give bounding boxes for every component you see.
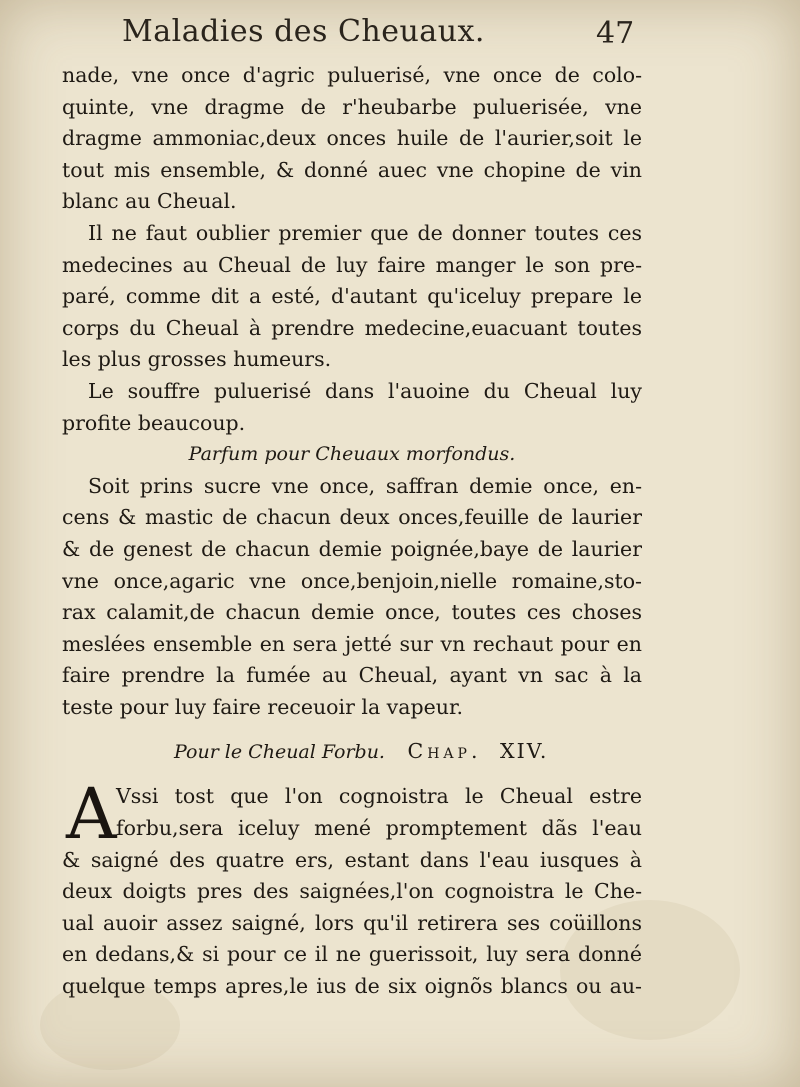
text-line: dragme ammoniac,deux onces huile de l'aurier,soit le: [62, 126, 642, 151]
text-line: ual auoir assez saigné, lors qu'il retirera ses coüillons: [62, 910, 642, 935]
chapter-title: Pour le Cheual Forbu.: [174, 741, 385, 764]
drop-cap: A: [66, 773, 117, 856]
paragraph-sulfur: [62, 376, 642, 439]
text-line: Il ne faut oublier premier que de donner toutes ces: [88, 220, 642, 245]
text-line: blanc au Cheual.: [62, 189, 237, 214]
page-header: [0, 14, 800, 58]
text-line: nade, vne once d'agric puluerisé, vne once de colo-: [62, 63, 642, 87]
chapter-number: XIV.: [500, 739, 549, 764]
text-line: teste pour luy faire receuoir la vapeur.: [62, 694, 464, 719]
text-line: Soit prins sucre vne once, saffran demie once, en-: [88, 473, 642, 498]
text-line: quelque temps apres,le ius de six oignõs blancs ou au-: [62, 974, 642, 999]
text-line: quinte, vne dragme de r'heubarbe puluerisée, vne: [62, 94, 642, 119]
text-line: deux doigts pres des saignées,l'on cognoistra le Che-: [62, 879, 642, 904]
paragraph-forbu: [62, 773, 642, 1002]
paragraph-perfume-recipe: [62, 471, 642, 724]
text-line: faire prendre la fumée au Cheual, ayant vn sac à la: [62, 663, 642, 688]
page-number: 47: [596, 16, 635, 51]
text-line: forbu,sera iceluy mené promptement dãs l'eau: [116, 816, 642, 841]
text-line: vne once,agaric vne once,benjoin,nielle romaine,sto-: [62, 568, 642, 593]
chapter-heading: [62, 727, 642, 775]
text-line: les plus grosses humeurs.: [62, 347, 332, 372]
running-head: Maladies des Cheuaux.: [122, 14, 485, 49]
text-line: meslées ensemble en sera jetté sur vn rechaut pour en: [62, 631, 642, 656]
text-line: medecines au Cheual de luy faire manger le son pre-: [62, 252, 642, 277]
paragraph-remedy-end: [62, 60, 642, 218]
paragraph-medicine-note: [62, 218, 642, 376]
chapter-label: Chap.: [407, 739, 482, 764]
text-line: rax calamit,de chacun demie once, toutes ces choses: [62, 600, 642, 625]
text-line: en dedans,& si pour ce il ne guerissoit, luy sera donné: [62, 942, 642, 967]
text-line: & de genest de chacun demie poignée,baye de laurier: [62, 536, 642, 561]
section-heading: Parfum pour Cheuaux morfondus.: [188, 443, 516, 466]
text-line: cens & mastic de chacun deux onces,feuille de laurier: [62, 505, 642, 530]
text-line: paré, comme dit a esté, d'autant qu'iceluy prepare le: [62, 284, 642, 309]
text-line: corps du Cheual à prendre medecine,euacuant toutes: [62, 315, 642, 340]
text-line: tout mis ensemble, & donné auec vne chopine de vin: [62, 157, 642, 182]
text-block: [62, 60, 642, 1003]
text-line: & saigné des quatre ers, estant dans l'eau iusques à: [62, 847, 642, 872]
text-line: profite beaucoup.: [62, 410, 246, 435]
text-line: Vssi tost que l'on cognoistra le Cheual estre: [116, 784, 642, 809]
text-line: Le souffre puluerisé dans l'auoine du Cheual luy: [88, 378, 642, 403]
